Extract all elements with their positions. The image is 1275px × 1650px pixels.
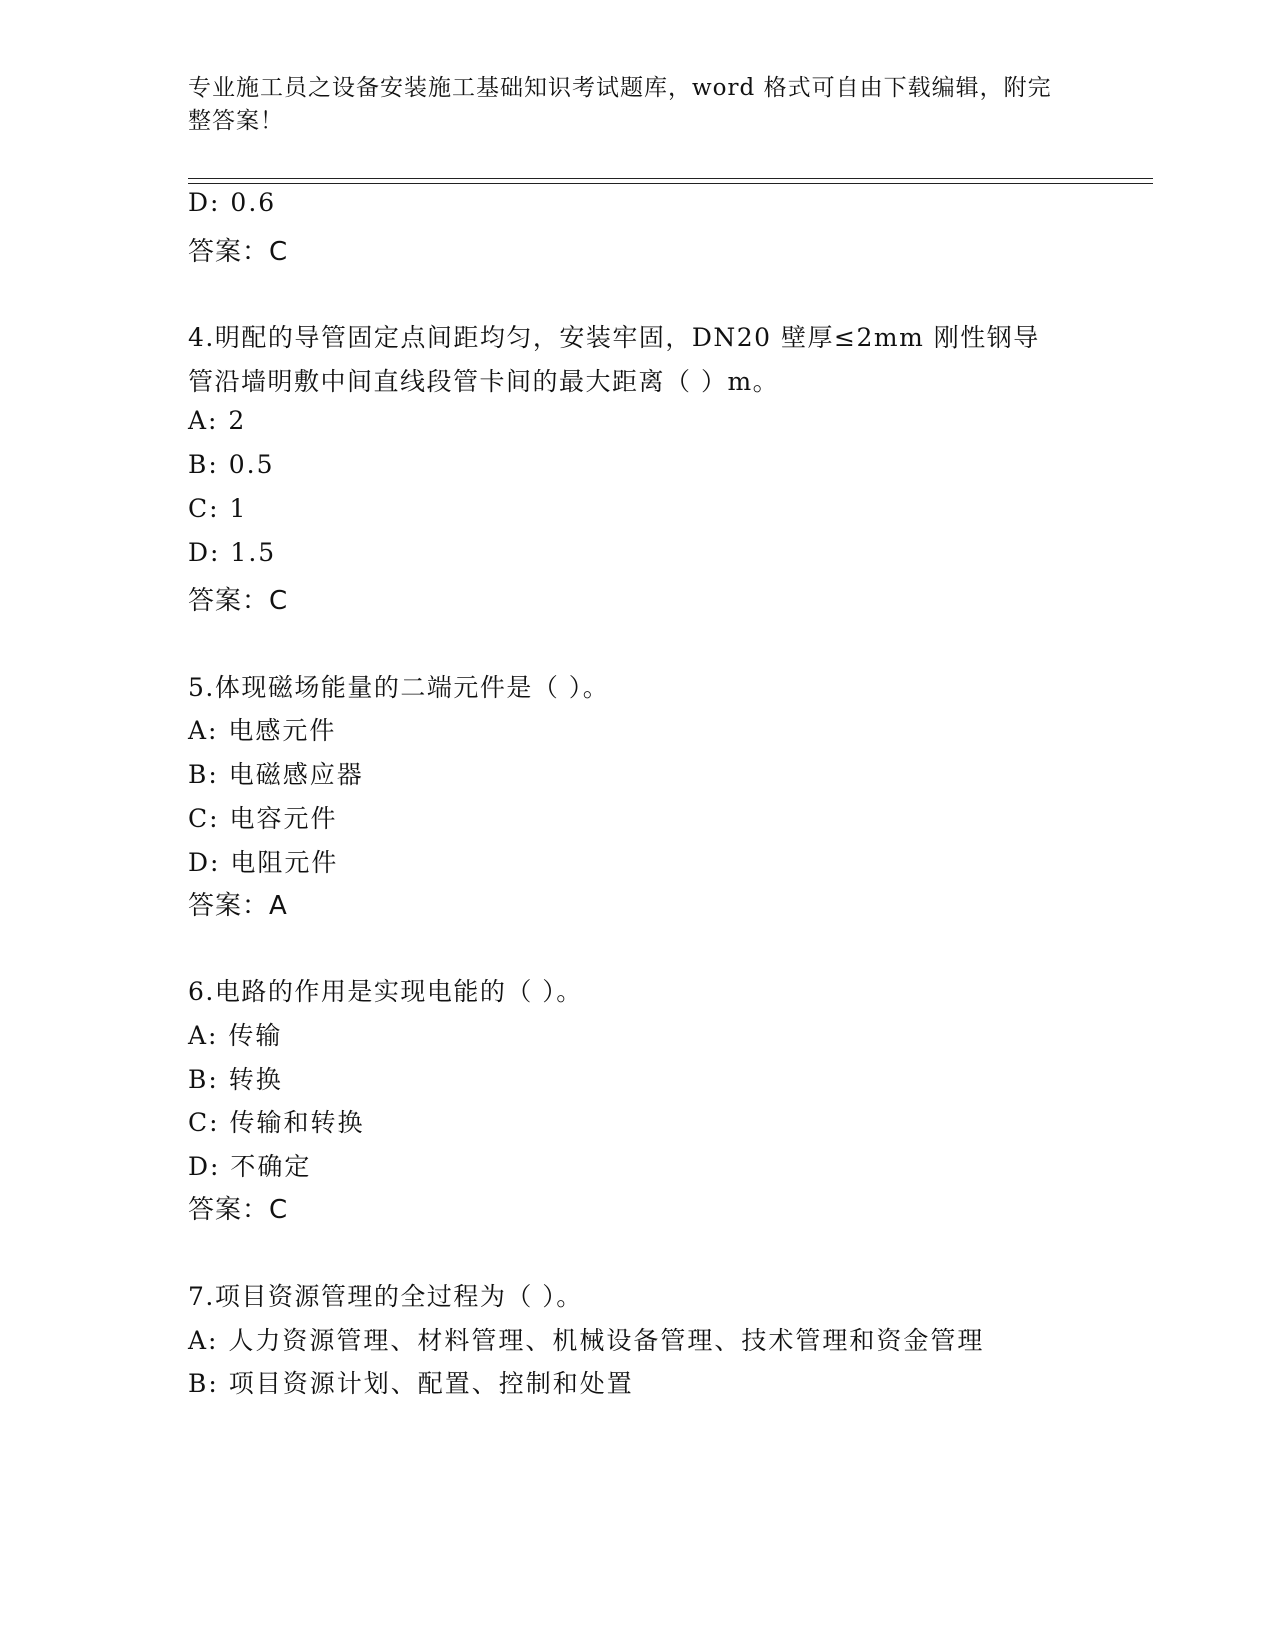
q7-option-b: B: 项目资源计划、配置、控制和处置 (188, 1369, 634, 1398)
q7-option-a: A: 人力资源管理、材料管理、机械设备管理、技术管理和资金管理 (188, 1326, 985, 1355)
header-title-line2: 整答案！ (188, 108, 284, 134)
q6-option-a: A: 传输 (188, 1021, 283, 1050)
header-rule-top (188, 178, 1153, 179)
q3-answer: 答案：C (188, 237, 289, 267)
header-rule-bottom (188, 183, 1153, 184)
q5-option-b: B: 电磁感应器 (188, 760, 364, 789)
document-header (188, 72, 1088, 138)
q6-option-b: B: 转换 (188, 1065, 283, 1094)
q5-option-a: A: 电感元件 (188, 716, 337, 745)
q6-option-d: D: 不确定 (188, 1152, 312, 1181)
q5-answer: 答案：A (188, 891, 288, 921)
q5-option-c: C: 电容元件 (188, 804, 338, 833)
q5-stem: 5.体现磁场能量的二端元件是（ ）。 (188, 673, 610, 702)
q3-option-d: D: 0.6 (188, 188, 277, 217)
q6-stem: 6.电路的作用是实现电能的（ ）。 (188, 977, 583, 1006)
q7-stem: 7.项目资源管理的全过程为（ ）。 (188, 1282, 583, 1311)
q5-option-d: D: 电阻元件 (188, 848, 339, 877)
q4-stem-line1: 4.明配的导管固定点间距均匀，安装牢固，DN20 壁厚≤2mm 刚性钢导 (188, 323, 1040, 352)
q4-option-c: C: 1 (188, 494, 248, 523)
q4-option-b: B: 0.5 (188, 450, 275, 479)
q4-stem-line2: 管沿墙明敷中间直线段管卡间的最大距离（ ）m。 (188, 367, 780, 396)
q6-option-c: C: 传输和转换 (188, 1108, 365, 1137)
header-title-line1: 专业施工员之设备安装施工基础知识考试题库，word 格式可自由下载编辑，附完 (188, 75, 1052, 101)
q4-answer: 答案：C (188, 586, 289, 616)
q6-answer: 答案：C (188, 1195, 289, 1225)
q4-option-d: D: 1.5 (188, 538, 277, 567)
q4-option-a: A: 2 (188, 406, 247, 435)
